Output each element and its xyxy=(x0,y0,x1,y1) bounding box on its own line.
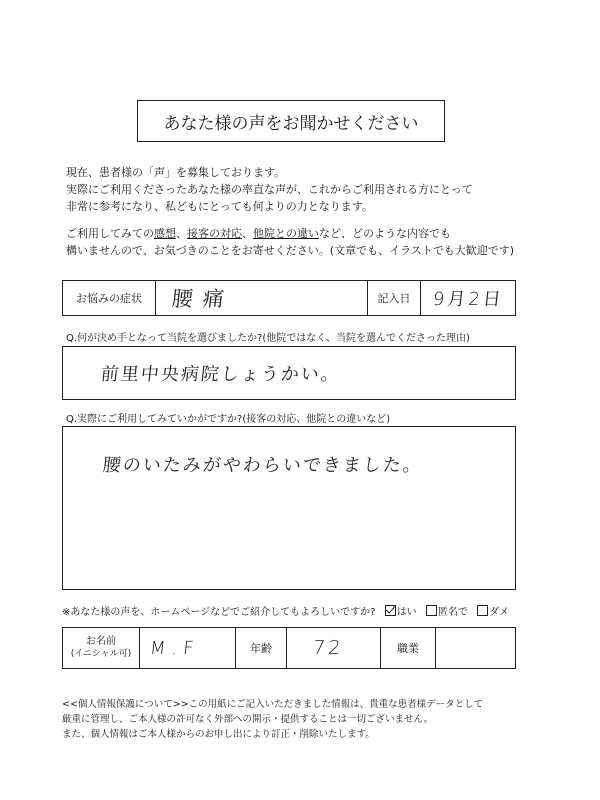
q1-answer: 前里中央病院しょうかい。 xyxy=(99,364,342,385)
q1-answer-box[interactable] xyxy=(62,346,516,400)
permission-text: ※あなた様の声を、ホームページなどでご紹介してもよろしいですか? xyxy=(62,607,376,618)
intro-text: 、 xyxy=(242,227,253,240)
age-value: 72 xyxy=(311,637,345,659)
name-label-sub: (イニシャル可) xyxy=(70,649,132,659)
name-row xyxy=(62,627,516,669)
intro-line: 実際にご利用くださったあなた様の率直な声が、これからご利用される方にとって xyxy=(66,183,473,196)
checkbox-checked-icon[interactable] xyxy=(385,605,396,616)
permission-line xyxy=(62,603,509,618)
name-value-field[interactable] xyxy=(140,628,236,668)
name-label-cell xyxy=(63,628,140,668)
job-label: 職業 xyxy=(381,628,436,668)
intro-line: 構いませんので、お気づきのことをお寄せください。(文章でも、イラストでも大歓迎です) xyxy=(66,244,515,257)
intro-paragraph-2 xyxy=(66,225,514,259)
option-anonymous[interactable] xyxy=(426,607,468,618)
age-label: 年齢 xyxy=(236,628,287,668)
form-title-text: あなた様の声をお聞かせください xyxy=(163,113,419,134)
form-title xyxy=(137,100,445,142)
intro-text: 、 xyxy=(176,227,187,240)
intro-line: 現在、患者様の「声」を募集しております。 xyxy=(66,166,286,179)
date-label: 記入日 xyxy=(368,281,421,315)
intro-underlined-service: 接客の対応 xyxy=(187,227,242,240)
privacy-line: <<個人情報保護について>>この用紙にご記入いただきました情報は、貴重な患者様データとして xyxy=(62,699,484,710)
privacy-notice xyxy=(62,697,483,742)
q1-question: Q.何が決め手となって当院を選びましたか?(他院ではなく、当院を選んでくださった理由) xyxy=(66,333,470,344)
intro-text: など、どのような内容でも xyxy=(319,227,451,240)
checkbox-icon[interactable] xyxy=(477,605,488,616)
q2-answer: 腰のいたみがやわらいできました。 xyxy=(101,455,424,476)
privacy-line: 厳重に管理し、ご本人様の許可なく外部への開示・提供することは一切ございません。 xyxy=(62,714,434,725)
age-value-field[interactable] xyxy=(287,628,381,668)
q2-question: Q.実際にご利用してみていかがですか?(接客の対応、他院との違いなど) xyxy=(66,414,391,425)
date-value-field[interactable] xyxy=(421,281,515,315)
intro-line xyxy=(66,225,514,242)
symptom-row xyxy=(62,280,516,316)
symptom-label: お悩みの症状 xyxy=(63,281,156,315)
option-yes-label: はい xyxy=(396,607,417,618)
intro-line: 非常に参考になり、私どもにとっても何よりの力となります。 xyxy=(66,200,373,213)
intro-underlined-impression: 感想 xyxy=(154,227,176,240)
checkbox-icon[interactable] xyxy=(426,605,437,616)
privacy-line: また、個人情報はご本人様からのお申し出により訂正・削除いたします。 xyxy=(62,729,375,740)
intro-paragraph-1 xyxy=(66,164,473,215)
symptom-value-field[interactable] xyxy=(156,281,368,315)
symptom-value: 腰痛 xyxy=(170,287,236,311)
job-value-field[interactable] xyxy=(436,628,515,668)
intro-text: ご利用してみての xyxy=(66,227,154,240)
option-anonymous-label: 匿名で xyxy=(437,607,468,618)
q2-answer-box[interactable] xyxy=(62,426,516,590)
name-label: お名前 xyxy=(86,636,116,647)
intro-underlined-difference: 他院との違い xyxy=(253,227,319,240)
option-no[interactable] xyxy=(477,607,509,618)
date-value: 9月2日 xyxy=(431,289,505,310)
option-yes[interactable] xyxy=(385,607,417,618)
option-no-label: ダメ xyxy=(489,607,510,618)
name-value: M.F xyxy=(148,637,201,659)
